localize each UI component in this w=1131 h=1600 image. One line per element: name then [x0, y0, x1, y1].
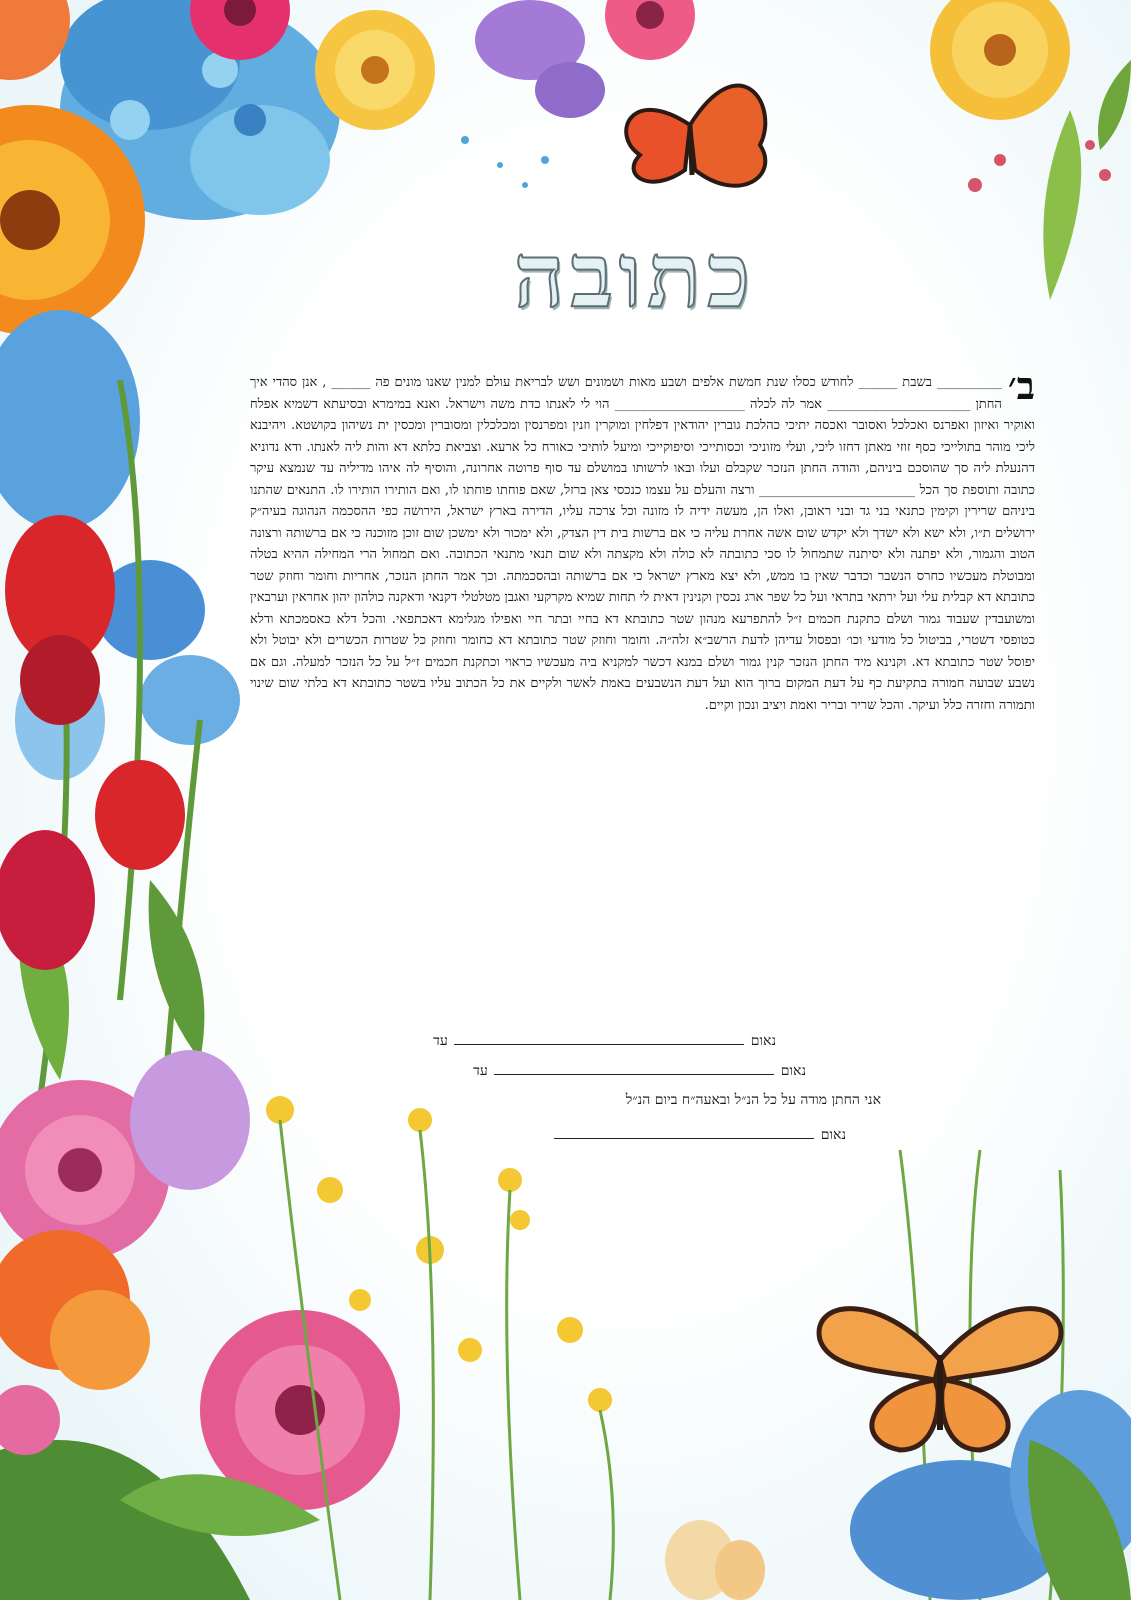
witness-1-line[interactable]	[454, 1030, 744, 1045]
witness-2-line[interactable]	[494, 1060, 774, 1075]
initial-letter: ב׳	[1007, 363, 1035, 408]
witness-2-signature	[473, 1060, 806, 1080]
witness-1-signature	[433, 1030, 776, 1050]
witness-1-label: נאום	[750, 1033, 776, 1049]
witness-1-suffix: עד	[433, 1033, 448, 1049]
document-title: כתובה	[513, 223, 757, 327]
groom-label: נאום	[820, 1127, 846, 1143]
yellow-flower-top	[315, 10, 435, 130]
small-butterfly-bottom	[665, 1520, 765, 1600]
blue-paint-drops	[461, 136, 549, 188]
leaf-top-right	[1043, 110, 1081, 300]
ketubah-paragraph: __________ בשבת ______ לחודש כסלו שנת חמשת אלפים ושבע מאות ושמונים ושש לבריאת עולם למנין שאנו מונים פה ______ , אנן סהדי איך החתן ______________________ אמר לה לכלה ____________________ הוי לי לאנתו כדת משה וישראל. ואנא במימרא ובסיעתא דשמיא אפלח ואוקיר ואיזון ואפרנס ואכלכל ואסובר ואכסה יתיכי כהלכת גוברין יהודאין דפלחין ומוקרין וזנין ומפרנסין ומכלכלין ומסוברין ומכסין ית נשיהון בקושטא. ויהיבנא ליכי מוהר בתולייכי כסף זוזי מאתן דחזו ליכי, ועלי מזוניכי וכסותייכי וסיפוקייכי ומיעל לותיכי כאורח כל ארעא. וצביאת כלתא דא והות ליה לאנתו. ודא נדוניא דהנעלת ליה סך שהוסכם ביניהם, והודה החתן הנזכר שקבלם ועלו ובאו לרשותו במושלם עד סוף פרוטה אחרונה, והוסיף לה איהו מדיליה עד שנמצא עיקר כתובה ותוספת סך הכל ________________________ ורצה והעלם על עצמו כנכסי צאן ברזל, שאם פוחתו פוחתו לו, ואם הותירו הותירו לו. התנאים שהתנו ביניהם שרירין וקימין כתנאי בני גד ובני ראובן, ואלו הן, מעשה ידיה לו מזונה וכל צרכה עליו, הדירה בארץ ישראל, הירושה כפי ההסכמה הנהוגה בעיה״ק ירושלים ת״ו, ולא ישא ולא ישדך ולא יקדש שום אשה אחרת עליה כי אם ברשות בית דין הצדק, ולא ימכור ולא ימשכן שום זוכן מזוכנה כי אם ברשותה ורצונה הטוב והגמור, ולא יפתנה ולא יסיתנה שתמחול לו סכי כתובתה לא כולה ולא מקצתה ולא שום תנאי מתנאי הכתובה. ואם תמחול הרי המחילה ההיא בטלה ומבוטלת מעכשיו כחרס הנשבר וכדבר שאין בו ממש, ולא יצא מארץ ישראל כי אם ברשותה ובהסכמתה. וכך אמר החתן הנזכר, אחריות וחומר וחוזק שטר כתובתא דא קבלית עלי ועל ירתאי בתראי ועל כל שפר ארג נכסין וקנינין דאית לי תחות שמיא מקרקעי ואגבן מטלטלי דקנאי ודאקנה כולהון יהון אחראין וערבאין ומשועבדין שעבוד גמור ושלם כתקנת חכמים ז״ל להתפרעא מנהון שטר כתובתא דא בחיי ובתר חיי ואפילו מגלימא דאכתפאי. והכל דלא כאסמכתא ודלא כטופסי דשטרי, בביטול כל מודעי וכו׳ ובפסול עדיהן לדעת הרשב״א זלה״ה. וחומר וחוזק שטר כתובתא דא כחומר וחוזק כל שטרות הכשרים ולא יבוטל ולא יפוסל שטר כתובתא דא. וקנינא מיד החתן הנזכר קנין גמור ושלם במנא דכשר למקניא ביה מעכשיו כראוי וכתקנת חכמים ז״ל על כל הנזכר למעלה. וגם אם נשבע שבועה חמורה בתקיעת כף על דעת המקום ברוך הוא ועל דעת הנשבעים באמת לאשר ולקיים את כל הכתוב עליו בשטר כתובתא דא בלתי שום שינוי ותמורה וחזרה כלל ועיקר. והכל שריר ובריר ואמת ויציב ונכון וקיים.	[250, 375, 1035, 713]
groom-signature	[552, 1124, 846, 1144]
pink-flower-top-center	[605, 0, 695, 60]
orange-flower-corner	[0, 0, 70, 80]
yellow-flower-top-right	[930, 0, 1070, 120]
ketubah-body	[250, 363, 1035, 716]
orange-flower-bottom-left	[0, 1230, 150, 1390]
witness-2-label: נאום	[780, 1063, 806, 1079]
purple-flower-bottom-left	[130, 1050, 250, 1190]
groom-declaration: אני החתן מודה על כל הנ״ל ובאעה״ח ביום הנ״ל	[625, 1092, 881, 1108]
leaf-top-right-2	[1098, 60, 1131, 150]
purple-flowers-top	[475, 0, 605, 118]
groom-line[interactable]	[554, 1124, 814, 1139]
witness-2-suffix: עד	[473, 1063, 488, 1079]
pink-buds-top-right	[968, 140, 1111, 192]
monarch-butterfly-top	[626, 86, 765, 186]
leaf-left-2	[149, 880, 205, 1060]
